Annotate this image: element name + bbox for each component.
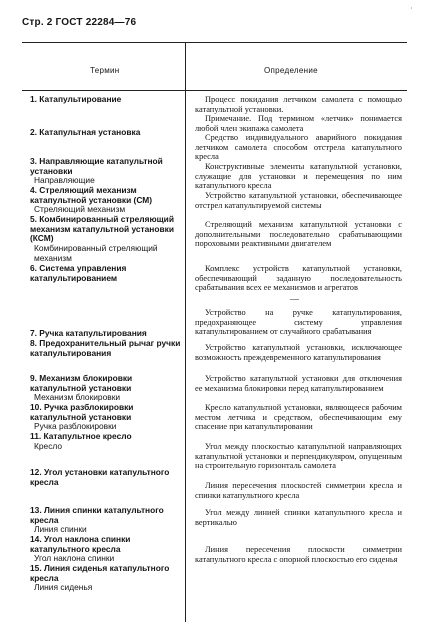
term-row-1: [30, 95, 182, 105]
term-short-form: Линия сиденья: [34, 582, 93, 593]
column-header-term: Термин: [90, 66, 120, 75]
table-column-divider: [185, 42, 186, 622]
term-row-2: [30, 128, 182, 138]
term-title: 6. Система управления катапультированием: [30, 263, 127, 283]
term-row-8: [30, 339, 182, 358]
term-row-10: [30, 403, 182, 432]
term-title: 10. Ручка разблокировки катапультной установки: [30, 402, 134, 422]
term-short-form: Комбинированный стреляющий механизм: [34, 243, 158, 263]
definition-6: Комплекс устройств катапультной установки, обеспечивающий заданную последовательность срабатывания всех ее механизмов и агрегатов: [195, 264, 402, 293]
term-row-5: [30, 215, 182, 264]
term-title: 1. Катапультирование: [30, 94, 122, 104]
definition-5: Стреляющий механизм катапультной установки с дополнительными последовательно срабатывающими пороховыми реактивными двигателем: [195, 220, 402, 249]
definition-7: —: [290, 294, 299, 304]
term-row-11: [30, 432, 182, 451]
term-title: 15. Линия сиденья катапультного кресла: [30, 563, 170, 583]
definition-2: Средство индивидуального аварийного покидания летчиком самолета способом отстрела катапультного кресла: [195, 133, 402, 162]
definition-15: Линия пересечения плоскости симметрии катапультного кресла с опорной плоскостью его сиденья: [195, 545, 402, 564]
table-top-border: [22, 42, 407, 43]
term-title: 4. Стреляющий механизм катапультной установки (СМ): [30, 185, 153, 205]
definition-14: Угол между линией спинки катапультного кресла и вертикалью: [195, 508, 402, 527]
term-row-6: [30, 264, 182, 283]
corner-mark: ·: [410, 4, 413, 13]
term-title: 8. Предохранительный рычаг ручки катапультирования: [30, 338, 181, 358]
definition-13: Линия пересечения плоскостей симметрии кресла и спинки катапультного кресла: [195, 481, 402, 500]
term-row-15: [30, 564, 182, 593]
page-header: Стр. 2 ГОСТ 22284—76: [22, 17, 137, 28]
term-short-form: Механизм блокировки: [34, 392, 121, 403]
term-row-13: [30, 506, 182, 535]
term-short-form: Стреляющий механизм: [34, 204, 126, 215]
definition-1-note: Примечание. Под термином «летчик» понимается любой член экипажа самолета: [195, 114, 402, 133]
term-title: 5. Комбинированный стреляющий механизм катапультной установки (КСМ): [30, 214, 174, 244]
term-row-4: [30, 186, 182, 215]
definition-9: Устройство катапультной установки, исключающее возможность преждевременного катапультирования: [195, 343, 402, 362]
term-row-9: [30, 374, 182, 403]
definition-3: Конструктивные элементы катапультной установки, служащие для установки и перемещения по ним катапультного кресла: [195, 162, 402, 191]
term-title: 7. Ручка катапультирования: [30, 328, 147, 338]
term-short-form: Кресло: [34, 440, 63, 451]
term-row-3: [30, 157, 182, 186]
term-row-12: [30, 468, 182, 487]
term-title: 11. Катапультное кресло: [30, 431, 132, 441]
term-short-form: Ручка разблокировки: [34, 421, 117, 432]
term-short-form: Направляющие: [34, 175, 95, 186]
definition-1: Процесс покидания летчиком самолета с помощью катапультной установки.: [195, 95, 402, 114]
term-short-form: Линия спинки: [34, 524, 87, 535]
term-title: 12. Угол установки катапультного кресла: [30, 467, 170, 487]
column-header-definition: Определение: [264, 66, 318, 75]
definition-12: Угол между плоскостью катапультной направляющих катапультной установки и перпендикуляром, опущенным на строительную горизонталь самолета: [195, 442, 402, 471]
table-header-border: [22, 90, 407, 91]
definition-4: Устройство катапультной установки, обеспечивающее отстрел катапультируемой системы: [195, 191, 402, 210]
term-title: 14. Угол наклона спинки катапультного кресла: [30, 534, 131, 554]
definition-8: Устройство на ручке катапультирования, предохраняющее систему управления катапультированием от случайного срабатывания: [195, 308, 402, 337]
term-short-form: Угол наклона спинки: [34, 553, 115, 564]
term-title: 9. Механизм блокировки катапультной установки: [30, 373, 133, 393]
definition-10: Устройство катапультной установки для отключения ее механизма блокировки перед катапультированием: [195, 374, 402, 393]
term-title: 3. Направляющие катапультной установки: [30, 156, 163, 176]
definition-11: Кресло катапультной установки, являющееся рабочим местом летчика и средством, обеспечивающим ему спасение при катапультировании: [195, 403, 402, 432]
term-row-14: [30, 535, 182, 564]
term-title: 13. Линия спинки катапультного кресла: [30, 505, 164, 525]
term-title: 2. Катапультная установка: [30, 127, 141, 137]
